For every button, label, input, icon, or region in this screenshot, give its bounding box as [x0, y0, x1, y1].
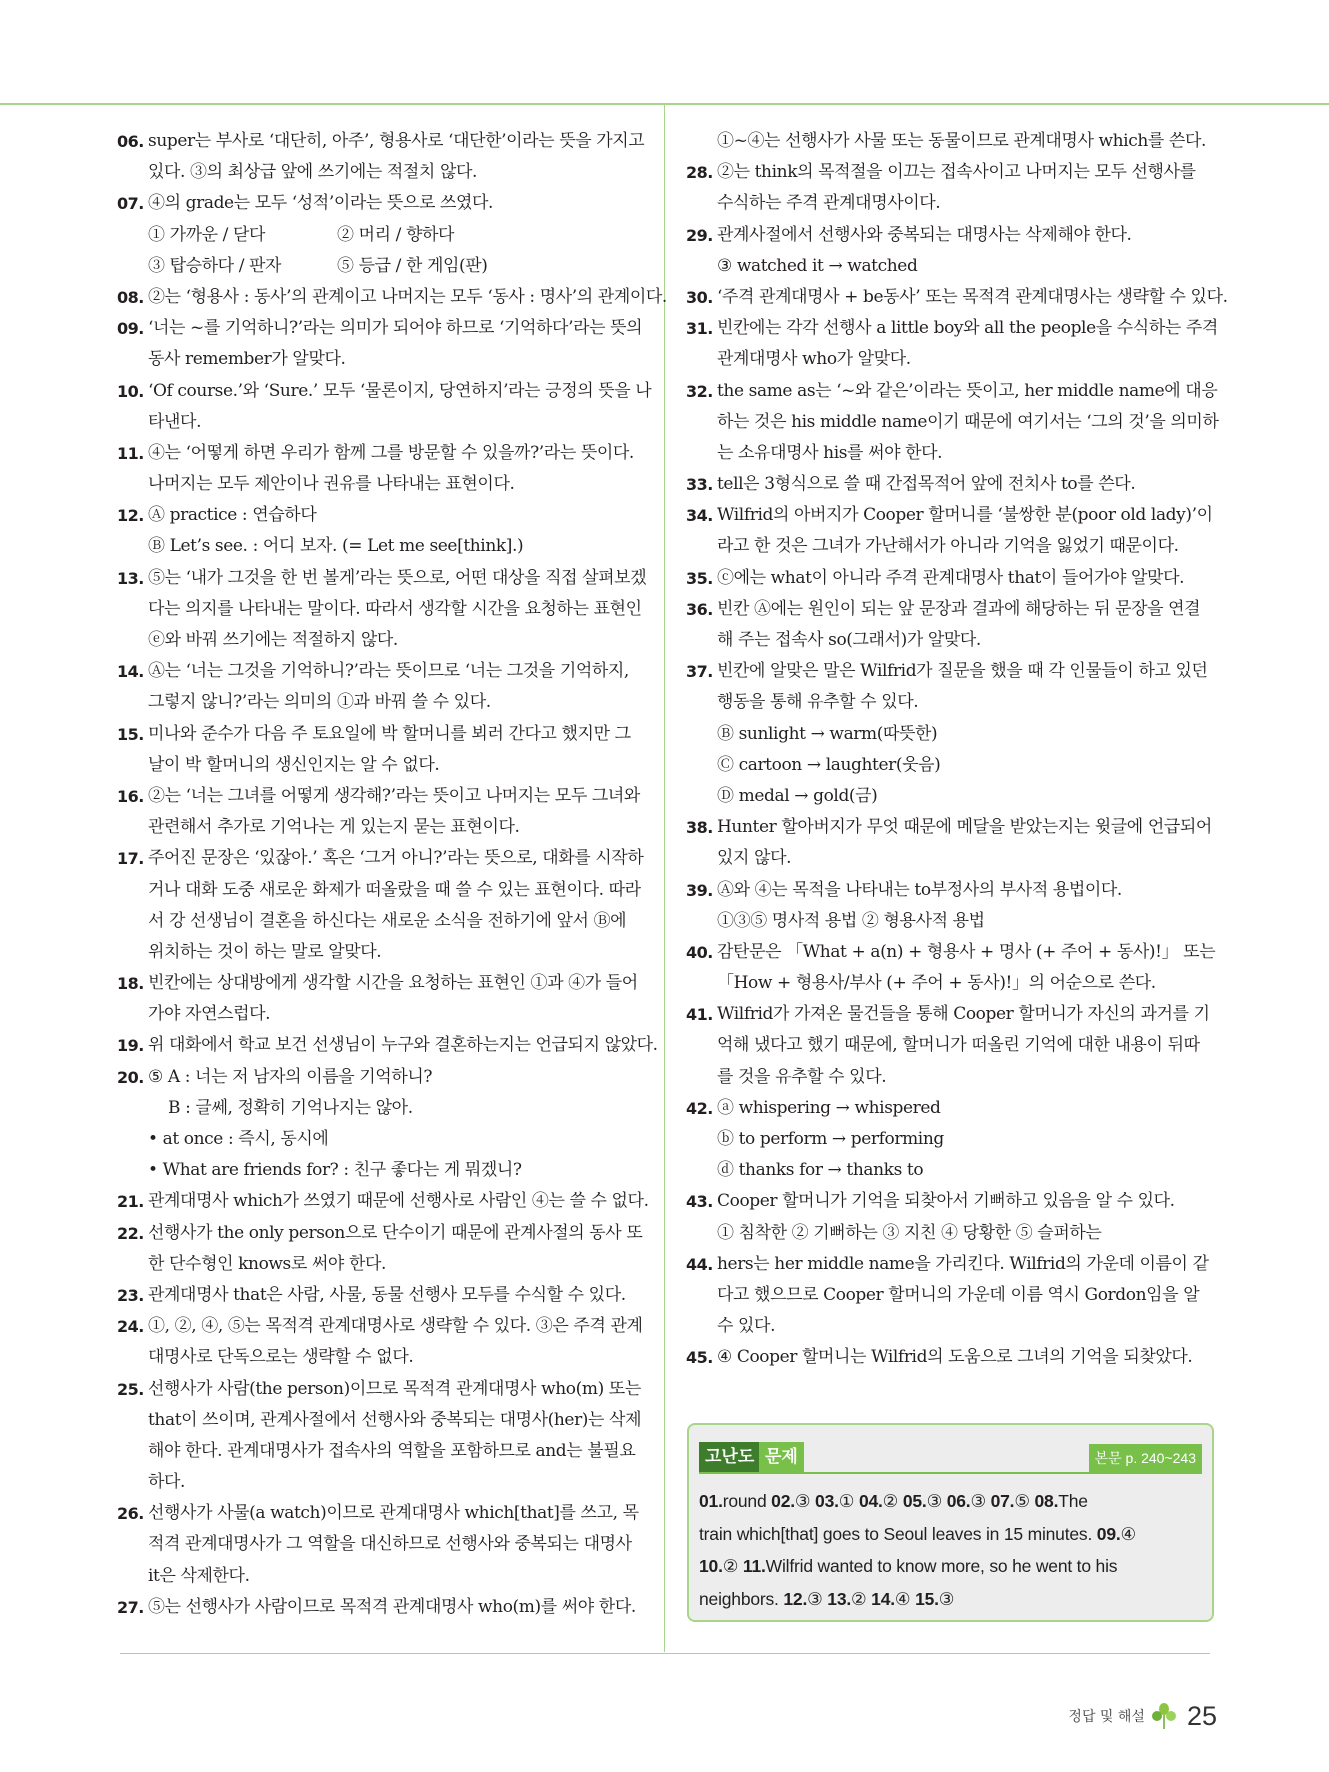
explanation-line — [117, 906, 643, 937]
explanation-line — [686, 1186, 1213, 1217]
explanation-text: ⑤는 선행사가 사람이므로 목적격 관계대명사 who(m)를 써야 한다. — [148, 1596, 636, 1617]
explanation-line — [117, 1436, 643, 1467]
explanation-line — [686, 656, 1213, 687]
explanation-text: 가야 자연스럽다. — [148, 1004, 271, 1025]
explanation-line — [117, 438, 643, 469]
answer-row — [699, 1485, 1202, 1518]
explanation-text: 빈칸에는 각각 선행사 a little boy와 all the people을 수식하는 주격 — [717, 318, 1218, 339]
answer-row — [699, 1583, 1202, 1616]
explanation-text: Ⓐ practice : 연습하다 — [148, 505, 317, 526]
item-number: 17. — [117, 849, 144, 869]
explanation-text: ① 침착한 ② 기뻐하는 ③ 지친 ④ 당황한 ⑤ 슬퍼하는 — [717, 1222, 1102, 1243]
explanation-text: Ⓑ sunlight → warm(따뜻한) — [717, 723, 938, 744]
answer-number: 15. — [915, 1588, 939, 1609]
item-number: 11. — [117, 443, 144, 463]
explanation-line — [117, 563, 647, 594]
explanation-line — [686, 875, 1213, 906]
explanation-line — [117, 126, 643, 157]
item-number: 25. — [117, 1379, 144, 1399]
explanation-line — [117, 1218, 643, 1249]
explanation-line — [686, 843, 1213, 874]
explanation-line — [686, 781, 1213, 812]
item-number: 39. — [686, 880, 713, 900]
explanation-line — [117, 376, 652, 407]
explanation-text: Cooper 할머니가 기억을 되찾아서 기뻐하고 있음을 알 수 있다. — [717, 1191, 1175, 1212]
explanation-text: • What are friends for? : 친구 좋다는 게 뭐겠니? — [148, 1160, 522, 1181]
explanation-text: • at once : 즉시, 동시에 — [148, 1129, 329, 1149]
item-number: 26. — [117, 1504, 144, 1524]
explanation-text: 감탄문은 「What + a(n) + 형용사 + 명사 (+ 주어 + 동사)!」 또는 — [717, 941, 1216, 962]
explanation-text: ①③⑤ 명사적 용법 ② 형용사적 용법 — [717, 910, 985, 931]
explanation-text: Wilfrid가 가져온 물건들을 통해 Cooper 할머니가 자신의 과거를 기 — [717, 1004, 1210, 1025]
explanation-text: 날이 박 할머니의 생신인지는 알 수 없다. — [148, 754, 440, 775]
item-number: 36. — [686, 599, 713, 619]
page-reference: 본문 p. 240~243 — [1089, 1444, 1202, 1472]
item-number: 19. — [117, 1036, 144, 1056]
explanation-text: 대명사로 단독으로는 생략할 수 없다. — [148, 1347, 414, 1368]
item-number: 27. — [117, 1597, 144, 1617]
explanation-line — [117, 469, 643, 500]
explanation-text: tell은 3형식으로 쓸 때 간접목적어 앞에 전치사 to를 쓴다. — [717, 474, 1136, 495]
answer-number: 07. — [990, 1491, 1015, 1511]
explanation-line — [117, 656, 643, 687]
answer-number: 04. — [858, 1491, 883, 1511]
answer-value: ③ — [807, 1588, 828, 1609]
explanation-line — [117, 719, 643, 750]
explanation-line — [686, 906, 1213, 937]
explanation-text: ③ 탑승하다 / 판자 — [148, 255, 282, 276]
explanation-line — [117, 407, 643, 438]
answer-number: 08. — [1034, 1491, 1059, 1511]
explanation-text: the same as는 ‘~와 같은’이라는 뜻이고, her middle name에 대응 — [717, 380, 1218, 401]
item-number: 21. — [117, 1192, 144, 1212]
answer-value: neighbors. — [699, 1588, 784, 1609]
answer-value: ① — [838, 1491, 859, 1511]
explanation-line — [117, 1342, 643, 1373]
explanation-line — [117, 157, 643, 188]
right-column — [686, 126, 1228, 1374]
explanation-line — [117, 251, 643, 282]
explanation-text: ② 머리 / 향하다 — [337, 224, 455, 245]
explanation-line — [686, 126, 1213, 157]
item-number: 23. — [117, 1285, 144, 1305]
explanation-text: 억해 냈다고 했기 때문에, 할머니가 떠올린 기억에 대한 내용이 뒤따 — [717, 1035, 1200, 1056]
answer-value: The — [1058, 1491, 1088, 1511]
item-number: 15. — [117, 724, 144, 744]
item-number: 35. — [686, 568, 713, 588]
explanation-text: ②는 ‘너는 그녀를 어떻게 생각해?’라는 뜻이고 나머지는 모두 그녀와 — [148, 785, 640, 806]
explanation-text: 를 것을 유추할 수 있다. — [717, 1066, 887, 1087]
answer-number: 11. — [742, 1556, 766, 1576]
section-tag: 문제 — [759, 1442, 804, 1472]
explanation-text: 해야 한다. 관계대명사가 접속사의 역할을 포함하므로 and는 불필요 — [148, 1440, 636, 1461]
explanation-text: ④ Cooper 할머니는 Wilfrid의 도움으로 그녀의 기억을 되찾았다. — [717, 1347, 1193, 1368]
explanation-line — [117, 1186, 649, 1217]
explanation-text: 위치하는 것이 하는 말로 알맞다. — [148, 941, 382, 962]
explanation-text: 선행사가 사물(a watch)이므로 관계대명사 which[that]를 쓰고, 목 — [148, 1503, 639, 1524]
explanation-text: ①~④는 선행사가 사물 또는 동물이므로 관계대명사 which를 쓴다. — [717, 131, 1206, 151]
explanation-line — [686, 1062, 1213, 1093]
explanation-line — [686, 812, 1213, 843]
explanation-line — [686, 1280, 1213, 1311]
explanation-text: ④의 grade는 모두 ‘성적’이라는 뜻으로 쓰였다. — [148, 193, 494, 214]
explanation-line — [686, 563, 1213, 594]
explanation-line — [686, 251, 1213, 282]
explanation-line — [117, 1062, 643, 1093]
explanation-text: ②는 think의 목적절을 이끄는 접속사이고 나머지는 모두 선행사를 — [717, 162, 1196, 183]
item-number: 41. — [686, 1005, 713, 1025]
explanation-line — [117, 843, 643, 874]
explanation-text: 선행사가 사람(the person)이므로 목적격 관계대명사 who(m) 또는 — [148, 1378, 641, 1399]
answer-value: ② — [851, 1588, 872, 1609]
answer-value: train which[that] goes to Seoul leaves in 15 minutes. — [699, 1523, 1097, 1544]
answer-number: 06. — [946, 1491, 971, 1511]
answer-box-header — [699, 1442, 1202, 1474]
item-number: 12. — [117, 506, 144, 526]
explanation-text: ‘너는 ~를 기억하니?’라는 의미가 되어야 하므로 ‘기억하다’라는 뜻의 — [148, 318, 643, 339]
explanation-text: 동사 remember가 알맞다. — [148, 349, 346, 370]
difficulty-tag: 고난도 — [699, 1442, 760, 1472]
item-number: 28. — [686, 163, 713, 183]
answer-row — [699, 1518, 1202, 1551]
explanation-text: Ⓐ는 ‘너는 그것을 기억하니?’라는 뜻이므로 ‘너는 그것을 기억하지, — [148, 661, 629, 682]
answer-value: ③ — [926, 1491, 947, 1511]
item-number: 24. — [117, 1317, 144, 1337]
item-number: 22. — [117, 1223, 144, 1243]
left-column — [117, 126, 667, 1623]
explanation-line — [117, 687, 643, 718]
explanation-text: hers는 her middle name을 가리킨다. Wilfrid의 가운데 이름이 같 — [717, 1253, 1209, 1274]
explanation-line — [117, 1030, 658, 1061]
explanation-text: 미나와 준수가 다음 주 토요일에 박 할머니를 뵈러 간다고 했지만 그 — [148, 723, 631, 744]
answer-value: round — [722, 1491, 772, 1511]
explanation-line — [686, 594, 1213, 625]
explanation-line — [117, 968, 643, 999]
explanation-line — [686, 937, 1216, 968]
explanation-line — [117, 1374, 643, 1405]
explanation-text: 행동을 통해 유추할 수 있다. — [717, 692, 919, 713]
answer-box — [687, 1423, 1214, 1622]
explanation-text: 다고 했으므로 Cooper 할머니의 가운데 이름 역시 Gordon임을 알 — [717, 1284, 1200, 1305]
explanation-text: Ⓐ와 ④는 목적을 나타내는 to부정사의 부사적 용법이다. — [717, 879, 1122, 900]
explanation-text: 수 있다. — [717, 1316, 776, 1337]
answer-number: 05. — [902, 1491, 927, 1511]
answer-value: Wilfrid wanted to know more, so he went to his — [765, 1556, 1118, 1576]
clover-leaf-icon — [1151, 1701, 1177, 1731]
answer-number: 12. — [783, 1588, 808, 1609]
explanation-line — [117, 1093, 643, 1124]
explanation-text: ① 가까운 / 닫다 — [148, 224, 266, 245]
explanation-text: 라고 한 것은 그녀가 가난해서가 아니라 기억을 잃었기 때문이다. — [717, 536, 1179, 557]
explanation-text: 거나 대화 도중 새로운 화제가 떠올랐을 때 쓸 수 있는 표현이다. 따라 — [148, 879, 641, 900]
explanation-line — [686, 188, 1213, 219]
explanation-line — [117, 1249, 643, 1280]
item-number: 29. — [686, 225, 713, 245]
explanation-line — [686, 469, 1213, 500]
item-number: 42. — [686, 1098, 713, 1118]
explanation-text: 관계대명사 who가 알맞다. — [717, 349, 911, 370]
explanation-line — [686, 531, 1213, 562]
item-number: 31. — [686, 319, 713, 339]
explanation-text: 수식하는 주격 관계대명사이다. — [717, 193, 941, 214]
explanation-line — [686, 1342, 1213, 1373]
explanation-line — [117, 875, 643, 906]
explanation-text: 다는 의지를 나타내는 말이다. 따라서 생각할 시간을 요청하는 표현인 — [148, 598, 642, 619]
item-number: 45. — [686, 1348, 713, 1368]
explanation-text: that이 쓰이며, 관계사절에서 선행사와 중복되는 대명사(her)는 삭제 — [148, 1409, 642, 1430]
item-number: 10. — [117, 381, 144, 401]
explanation-line — [117, 220, 643, 251]
explanation-line — [686, 1124, 1213, 1155]
item-number: 14. — [117, 662, 144, 682]
explanation-line — [117, 999, 643, 1030]
answer-number: 13. — [827, 1588, 852, 1609]
explanation-text: Ⓒ cartoon → laughter(웃음) — [717, 754, 941, 775]
explanation-line — [686, 625, 1213, 656]
explanation-line — [686, 968, 1213, 999]
explanation-text: 관련해서 추가로 기억나는 게 있는지 묻는 표현이다. — [148, 817, 520, 838]
explanation-text: 관계대명사 which가 쓰였기 때문에 선행사로 사람인 ④는 쓸 수 없다. — [148, 1191, 649, 1212]
explanation-line — [686, 687, 1213, 718]
explanation-text: 한 단수형인 knows로 써야 한다. — [148, 1253, 386, 1274]
explanation-text: 관계대명사 that은 사람, 사물, 동물 선행사 모두를 수식할 수 있다. — [148, 1284, 626, 1305]
explanation-text: ①, ②, ④, ⑤는 목적격 관계대명사로 생략할 수 있다. ③은 주격 관계 — [148, 1316, 643, 1337]
explanation-line — [686, 438, 1213, 469]
explanation-text: B : 글쎄, 정확히 기억나지는 않아. — [168, 1097, 413, 1118]
explanation-line — [686, 157, 1213, 188]
item-number: 16. — [117, 786, 144, 806]
explanation-line — [686, 376, 1218, 407]
explanation-line — [686, 282, 1228, 313]
explanation-line — [686, 1311, 1213, 1342]
explanation-text: 빈칸에는 상대방에게 생각할 시간을 요청하는 표현인 ①과 ④가 들어 — [148, 973, 638, 994]
item-number: 13. — [117, 568, 144, 588]
item-number: 38. — [686, 818, 713, 838]
explanation-line — [117, 1561, 643, 1592]
explanation-line — [117, 1592, 643, 1623]
item-number: 32. — [686, 381, 713, 401]
explanation-text: 빈칸에 알맞은 말은 Wilfrid가 질문을 했을 때 각 인물들이 하고 있던 — [717, 661, 1208, 682]
page-number: 25 — [1186, 1700, 1217, 1731]
item-number: 09. — [117, 319, 144, 339]
explanation-line — [686, 750, 1213, 781]
explanation-text: Wilfrid의 아버지가 Cooper 할머니를 ‘불쌍한 분(poor old lady)’이 — [717, 505, 1213, 526]
explanation-line — [117, 313, 643, 344]
explanation-line — [117, 344, 643, 375]
footer-label: 정답 및 해설 — [1068, 1709, 1145, 1725]
explanation-text: ‘주격 관계대명사 + be동사’ 또는 목적격 관계대명사는 생략할 수 있다. — [717, 286, 1228, 307]
explanation-line — [686, 313, 1218, 344]
answer-value: ③ — [794, 1491, 816, 1511]
explanation-text: ②는 ‘형용사 : 동사’의 관계이고 나머지는 모두 ‘동사 : 명사’의 관계이다. — [148, 286, 667, 307]
item-number: 07. — [117, 194, 144, 214]
item-number: 34. — [686, 506, 713, 526]
explanation-line — [117, 625, 643, 656]
explanation-text: ⓒ에는 what이 아니라 주격 관계대명사 that이 들어가야 알맞다. — [717, 567, 1185, 588]
explanation-text: ④는 ‘어떻게 하면 우리가 함께 그를 방문할 수 있을까?’라는 뜻이다. — [148, 442, 634, 463]
answer-number: 09. — [1096, 1523, 1121, 1544]
answer-value: ⑤ — [1014, 1491, 1035, 1511]
explanation-text: super는 부사로 ‘대단히, 아주’, 형용사로 ‘대단한’이라는 뜻을 가지고 — [148, 131, 645, 151]
explanation-line — [686, 1155, 1213, 1186]
explanation-line — [686, 344, 1213, 375]
explanation-text: 선행사가 the only person으로 단수이기 때문에 관계사절의 동사 또 — [148, 1222, 643, 1243]
answer-value: ② — [722, 1556, 743, 1576]
answer-number: 01. — [699, 1491, 723, 1511]
explanation-line — [117, 937, 643, 968]
answer-list — [699, 1485, 1202, 1615]
item-number: 40. — [686, 942, 713, 962]
explanation-text: ‘Of course.’와 ‘Sure.’ 모두 ‘물론이지, 당연하지’라는 긍정의 뜻을 나 — [148, 380, 652, 401]
explanation-text: it은 삭제한다. — [148, 1565, 250, 1586]
explanation-text: ⓓ thanks for → thanks to — [717, 1160, 924, 1181]
explanation-line — [686, 220, 1213, 251]
explanation-text: 해 주는 접속사 so(그래서)가 알맞다. — [717, 630, 981, 650]
explanation-line — [686, 1218, 1213, 1249]
explanation-text: ⑤는 ‘내가 그것을 한 번 볼게’라는 뜻으로, 어떤 대상을 직접 살펴보겠 — [148, 567, 647, 588]
item-number: 06. — [117, 132, 144, 151]
explanation-line — [117, 1467, 643, 1498]
explanation-line — [686, 719, 1213, 750]
explanation-line — [117, 531, 643, 562]
explanation-line — [686, 1030, 1213, 1061]
explanation-line — [686, 407, 1219, 438]
explanation-line — [686, 500, 1213, 531]
explanation-text: Ⓓ medal → gold(금) — [717, 785, 878, 806]
explanation-text: 빈칸 Ⓐ에는 원인이 되는 앞 문장과 결과에 해당하는 뒤 문장을 연결 — [717, 598, 1201, 619]
item-number: 44. — [686, 1254, 713, 1274]
explanation-text: 있다. ③의 최상급 앞에 쓰기에는 적절치 않다. — [148, 162, 478, 183]
item-number: 43. — [686, 1192, 713, 1212]
explanation-line — [117, 1529, 643, 1560]
answer-number: 10. — [699, 1556, 723, 1576]
explanation-line — [686, 1249, 1213, 1280]
explanation-line — [117, 1405, 643, 1436]
explanation-text: 관계사절에서 선행사와 중복되는 대명사는 삭제해야 한다. — [717, 224, 1132, 245]
explanation-text: 나머지는 모두 제안이나 권유를 나타내는 표현이다. — [148, 474, 515, 495]
explanation-text: 는 소유대명사 his를 써야 한다. — [717, 442, 943, 463]
answer-row — [699, 1550, 1202, 1583]
explanation-text: 적격 관계대명사가 그 역할을 대신하므로 선행사와 중복되는 대명사 — [148, 1534, 632, 1555]
answer-number: 14. — [871, 1588, 895, 1609]
item-number: 30. — [686, 287, 713, 307]
explanation-line — [117, 1124, 643, 1155]
answer-number: 02. — [771, 1491, 795, 1511]
item-number: 33. — [686, 475, 713, 495]
explanation-text: ⑤ 등급 / 한 게임(판) — [337, 255, 488, 276]
column-divider — [664, 104, 665, 1652]
answer-value: ④ — [894, 1588, 916, 1609]
explanation-text: ⑤ A : 너는 저 남자의 이름을 기억하니? — [148, 1066, 433, 1087]
item-number: 20. — [117, 1067, 144, 1087]
explanation-line — [117, 812, 643, 843]
explanation-line — [117, 500, 643, 531]
explanation-text: 타낸다. — [148, 411, 202, 432]
explanation-text: 그렇지 않니?’라는 의미의 ①과 바꿔 쓸 수 있다. — [148, 692, 491, 713]
explanation-text: ⓑ to perform → performing — [717, 1129, 944, 1149]
answer-value: ③ — [938, 1588, 955, 1609]
bottom-rule — [120, 1653, 1210, 1654]
explanation-line — [117, 188, 643, 219]
answer-value: ④ — [1120, 1523, 1137, 1544]
explanation-line — [117, 1280, 643, 1311]
explanation-text: ⓔ와 바꿔 쓰기에는 적절하지 않다. — [148, 630, 398, 650]
explanation-line — [117, 1311, 643, 1342]
answer-value: ③ — [970, 1491, 991, 1511]
explanation-text: ③ watched it → watched — [717, 255, 918, 276]
item-number: 18. — [117, 974, 144, 994]
explanation-text: 하는 것은 his middle name이기 때문에 여기서는 ‘그의 것’을 의미하 — [717, 411, 1219, 432]
explanation-text: ⓐ whispering → whispered — [717, 1097, 941, 1118]
explanation-line — [117, 594, 643, 625]
explanation-text: Ⓑ Let’s see. : 어디 보자. (= Let me see[think].) — [148, 536, 524, 557]
item-number: 08. — [117, 287, 144, 307]
answer-number: 03. — [815, 1491, 839, 1511]
explanation-text: 위 대화에서 학교 보건 선생님이 누구와 결혼하는지는 언급되지 않았다. — [148, 1035, 658, 1056]
explanation-line — [117, 282, 667, 313]
explanation-text: 주어진 문장은 ‘있잖아.’ 혹은 ‘그거 아니?’라는 뜻으로, 대화를 시작하 — [148, 848, 644, 869]
explanation-line — [686, 1093, 1213, 1124]
explanation-line — [117, 781, 643, 812]
explanation-text: 있지 않다. — [717, 848, 792, 869]
explanation-text: 하다. — [148, 1472, 186, 1493]
explanation-line — [117, 1498, 643, 1529]
item-number: 37. — [686, 662, 713, 682]
explanation-line — [117, 1155, 643, 1186]
answer-value: ② — [882, 1491, 903, 1511]
explanation-text: 「How + 형용사/부사 (+ 주어 + 동사)!」의 어순으로 쓴다. — [717, 973, 1156, 994]
explanation-text: Hunter 할아버지가 무엇 때문에 메달을 받았는지는 윗글에 언급되어 — [717, 817, 1212, 838]
explanation-line — [686, 999, 1213, 1030]
page-footer — [1068, 1696, 1217, 1736]
explanation-text: 서 강 선생님이 결혼을 하신다는 새로운 소식을 전하기에 앞서 Ⓑ에 — [148, 910, 627, 931]
explanation-line — [117, 750, 643, 781]
